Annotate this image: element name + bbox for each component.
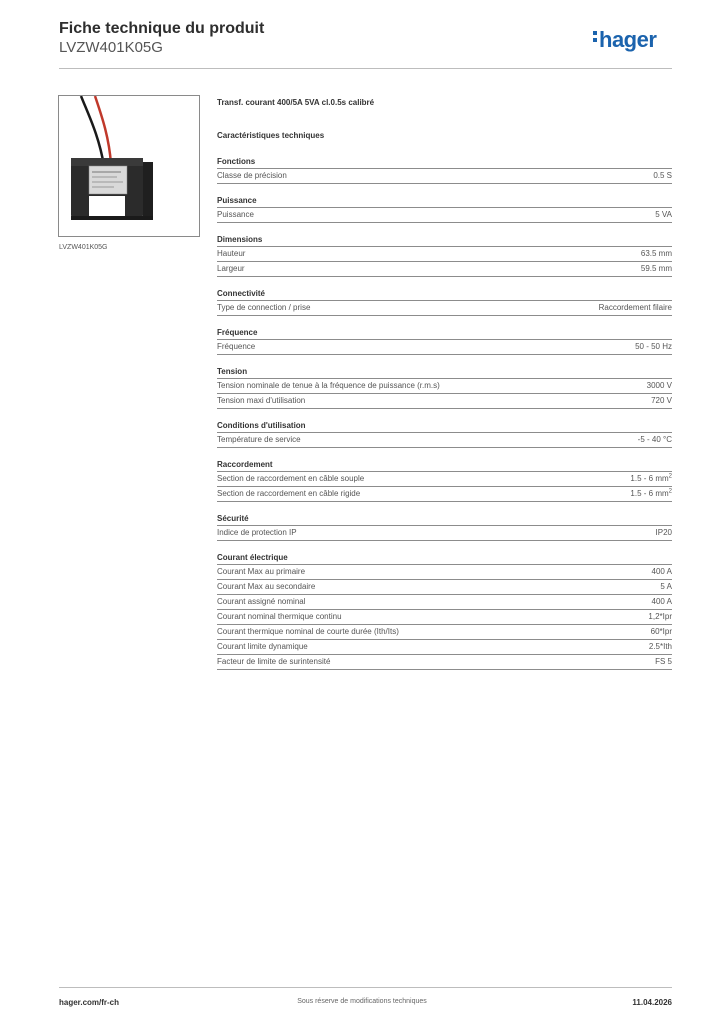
spec-row [217,247,672,262]
hager-logo[interactable] [593,29,656,51]
spec-value [641,262,672,276]
spec-label: Courant Max au primaire [217,567,306,576]
spec-value-text: -5 - 40 °C [637,435,672,444]
spec-section [217,512,672,541]
spec-value [656,526,672,540]
footer-date: 11.04.2026 [632,998,672,1007]
spec-section [217,194,672,223]
section-title: Fonctions [217,155,672,169]
spec-value-text: 720 V [651,396,672,405]
spec-row [217,487,672,502]
spec-value [652,595,672,609]
footer-divider [59,987,672,988]
logo-text: hager [599,27,657,52]
spec-row [217,640,672,655]
spec-row [217,595,672,610]
spec-section [217,287,672,316]
spec-value-text: 0.5 S [653,171,672,180]
spec-label: Courant thermique nominal de courte durée (Ith/Its) [217,627,399,636]
spec-row [217,472,672,487]
spec-value-text: 50 - 50 Hz [635,342,672,351]
product-reference: LVZW401K05G [59,39,163,56]
spec-row [217,169,672,184]
spec-row [217,433,672,448]
spec-label: Courant Max au secondaire [217,582,316,591]
spec-value [652,565,672,579]
spec-value-text: 63.5 mm [640,249,672,258]
section-title: Raccordement [217,458,672,472]
spec-value-superscript: 2 [668,473,672,480]
spec-value [641,247,672,261]
spec-row [217,379,672,394]
spec-value-text: IP20 [655,528,672,537]
footer-website[interactable]: hager.com/fr-ch [59,998,120,1007]
spec-value-text: 3000 V [646,381,672,390]
spec-label: Courant nominal thermique continu [217,612,342,621]
product-image [58,95,200,237]
spec-value-text: 1.5 - 6 mm [630,474,669,483]
spec-value [648,610,672,624]
spec-row [217,565,672,580]
spec-value [647,379,672,393]
spec-label: Facteur de limite de surintensité [217,657,331,666]
section-title: Sécurité [217,512,672,526]
spec-row [217,301,672,316]
spec-value-text: Raccordement filaire [598,303,672,312]
section-title: Puissance [217,194,672,208]
spec-label: Courant assigné nominal [217,597,306,606]
spec-value [655,655,672,669]
spec-sections [217,155,672,670]
spec-value-text: 400 A [651,597,672,606]
spec-value-text: 1.5 - 6 mm [630,489,669,498]
spec-section [217,551,672,670]
spec-value [653,169,672,183]
spec-label: Indice de protection IP [217,528,297,537]
spec-section [217,419,672,448]
spec-label: Température de service [217,435,301,444]
product-description: Transf. courant 400/5A 5VA cl.0.5s calibré [217,98,375,107]
spec-row [217,610,672,625]
spec-row [217,625,672,640]
spec-value-text: 1,2*Ipr [648,612,672,621]
spec-value [651,394,672,408]
spec-section [217,365,672,409]
spec-row [217,526,672,541]
section-title: Tension [217,365,672,379]
spec-section [217,326,672,355]
spec-label: Puissance [217,210,254,219]
page-title: Fiche technique du produit [59,20,265,37]
spec-label: Courant limite dynamique [217,642,308,651]
spec-value-text: 2.5*Ith [648,642,672,651]
spec-value [655,208,672,222]
specifications [217,96,672,670]
spec-value [635,340,672,354]
spec-label: Tension nominale de tenue à la fréquence de puissance (r.m.s) [217,381,440,390]
logo-dots-icon [593,28,598,45]
image-caption: LVZW401K05G [59,244,108,251]
spec-value [630,487,672,501]
section-title: Fréquence [217,326,672,340]
spec-value-text: 59.5 mm [640,264,672,273]
spec-label: Type de connection / prise [217,303,311,312]
spec-value [649,640,672,654]
spec-value [660,580,672,594]
spec-section [217,233,672,277]
spec-value-text: 5 A [660,582,672,591]
spec-value-text: 60*Ipr [650,627,672,636]
header-divider [59,68,672,69]
spec-row [217,655,672,670]
spec-label: Hauteur [217,249,246,258]
spec-value-text: 400 A [651,567,672,576]
spec-row [217,208,672,223]
spec-label: Fréquence [217,342,256,351]
section-title: Dimensions [217,233,672,247]
spec-value [651,625,672,639]
spec-value-text: 5 VA [655,210,672,219]
spec-row [217,262,672,277]
footer-disclaimer: Sous réserve de modifications techniques [297,998,427,1005]
spec-row [217,394,672,409]
spec-label: Section de raccordement en câble souple [217,474,365,483]
spec-section [217,155,672,184]
spec-label: Tension maxi d'utilisation [217,396,306,405]
section-title: Courant électrique [217,551,672,565]
spec-value-text: FS 5 [655,657,672,666]
section-title: Conditions d'utilisation [217,419,672,433]
spec-row [217,340,672,355]
section-title: Connectivité [217,287,672,301]
tech-heading: Caractéristiques techniques [217,131,325,140]
spec-value-superscript: 2 [668,488,672,495]
spec-value [638,433,672,447]
current-transformer-illustration [59,96,199,236]
spec-label: Largeur [217,264,245,273]
spec-label: Classe de précision [217,171,287,180]
spec-label: Section de raccordement en câble rigide [217,489,361,498]
spec-value [599,301,672,315]
spec-value [630,472,672,486]
spec-row [217,580,672,595]
spec-section [217,458,672,502]
